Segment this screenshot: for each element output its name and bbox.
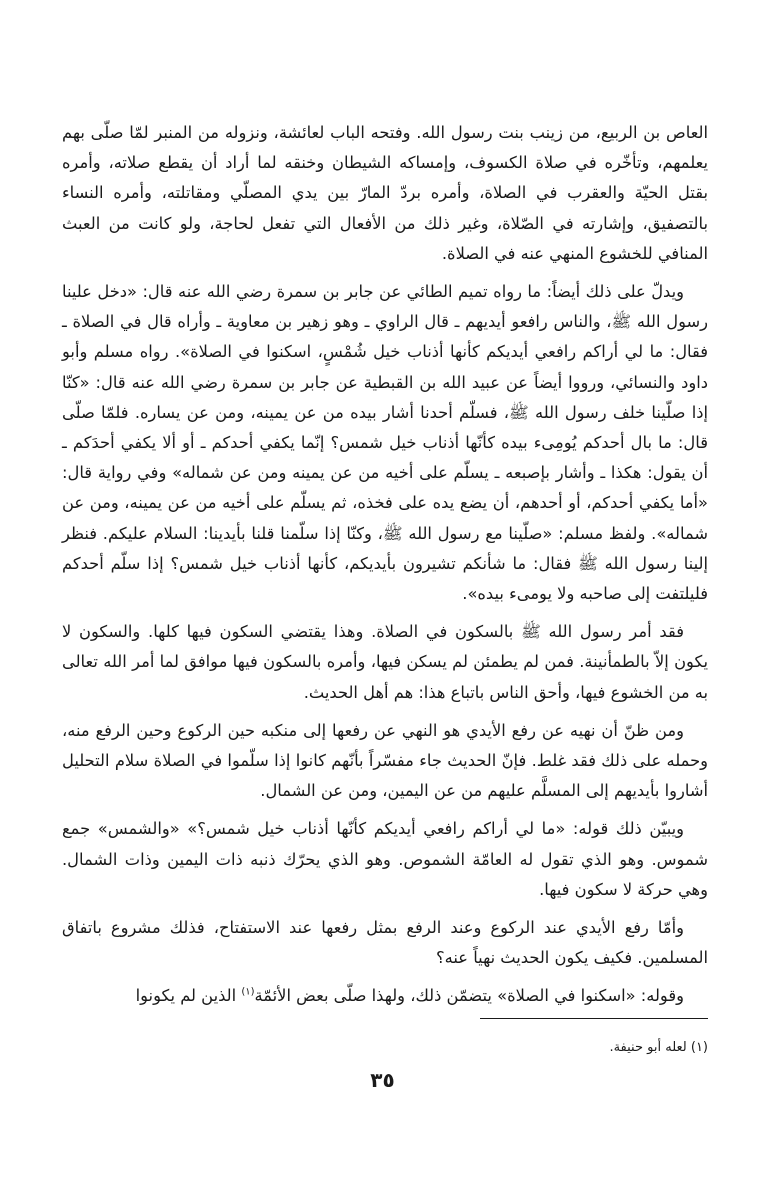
page-number: ٣٥: [370, 1068, 395, 1092]
footnote-reference: (١): [241, 987, 255, 999]
footnote: (١) لعله أبو حنيفة.: [609, 1040, 708, 1055]
footnote-separator: [480, 1018, 708, 1019]
paragraph-7-tail: الذين لم يكونوا: [135, 986, 242, 1006]
paragraph-3: فقد أمر رسول الله ﷺ بالسكون في الصلاة. وهذا يقتضي السكون فيها كلها. والسكون لا يكون إلاّ بالطمأنينة. فمن لم يطمئن لم يسكن فيها، وأمره بالسكون فيها موافق لما أمر الله تعالى به من الخشوع فيها، وأحق الناس باتباع هذا: هم أهل الحديث.: [62, 622, 708, 702]
paragraph-7: [62, 981, 708, 1011]
paragraph-2: ويدلّ على ذلك أيضاً: ما رواه تميم الطائي عن جابر بن سمرة رضي الله عنه قال: «دخل علينا رسول الله ﷺ، والناس رافعو أيديهم ـ قال الراوي ـ وهو زهير بن معاوية ـ وأراه قال في الصلاة ـ فقال: ما لي أراكم رافعي أيديكم كأنها أذناب خيل شُمْسٍ، اسكنوا في الصلاة». رواه مسلم وأبو داود والنسائي، ورووا أيضاً عن عبيد الله بن القبطية عن جابر بن سمرة رضي الله عنه قال: «كنّا إذا صلّينا خلف رسول الله ﷺ، فسلّم أحدنا أشار بيده من عن يمينه، ومن عن يساره. فلمّا صلّى قال: ما بال أحدكم يُومِىء بيده كأنّها أذناب خيل شمس؟ إنّما يكفي أحدكم ـ أو ألا يكفي أحدَكم ـ أن يقول: هكذا ـ وأشار بإصبعه ـ يسلّم على أخيه من عن يمينه ومن عن شماله» وفي رواية قال: «أما يكفي أحدكم، أو أحدهم، أن يضع يده على فخذه، ثم يسلّم على أخيه من عن يمينه، ومن عن شماله». ولفظ مسلم: «صلّينا مع رسول الله ﷺ، وكنّا إذا سلّمنا قلنا بأيدينا: السلام عليكم. فنظر إلينا رسول الله ﷺ فقال: ما شأنكم تشيرون بأيديكم، كأنها أذناب خيل شمس؟ إذا سلّم أحدكم فليلتفت إلى صاحبه ولا يومىء بيده».: [62, 282, 708, 604]
paragraph-7-text: وقوله: «اسكنوا في الصلاة» يتضمّن ذلك، ولهذا صلّى بعض الأئمّة: [254, 986, 684, 1006]
paragraph-4: ومن ظنّ أن نهيه عن رفع الأيدي هو النهي عن رفعها إلى منكبه حين الركوع وحين الرفع منه، وحمله على ذلك فقد غلط. فإنّ الحديث جاء مفسّراً بأنّهم كانوا إذا سلّموا في الصلاة سلام التحليل أشاروا بأيديهم إلى المسلَّم عليهم من عن اليمين، ومن عن الشمال.: [62, 720, 708, 801]
main-text: [62, 118, 708, 1012]
paragraph-5: ويبيّن ذلك قوله: «ما لي أراكم رافعي أيديكم كأنّها أذناب خيل شمس؟» «والشمس» جمع شموس. وهو الذي تقول له العامّة الشموص. وهو الذي يحرّك ذنبه ذات اليمين وذات الشمال. وهي حركة لا سكون فيها.: [62, 819, 708, 899]
paragraph-1: العاص بن الربيع، من زينب بنت رسول الله. وفتحه الباب لعائشة، ونزوله من المنبر لمّا صلّى بهم يعلمهم، وتأخّره في صلاة الكسوف، وإمساكه الشيطان وخنقه لما أراد أن يقطع صلاته، وأمره بقتل الحيّة والعقرب في الصلاة، وأمره بردّ المارّ بين يدي المصلّي ومقاتلته، وأمره النساء بالتصفيق، وإشارته في الصّلاة، وغير ذلك من الأفعال التي تفعل لحاجة، ولو كانت من العبث المنافي للخشوع المنهي عنه في الصلاة.: [62, 123, 708, 263]
paragraph-6: وأمّا رفع الأيدي عند الركوع وعند الرفع بمثل رفعها عند الاستفتاح، فذلك مشروع باتفاق المسلمين. فكيف يكون الحديث نهياً عنه؟: [62, 918, 708, 968]
